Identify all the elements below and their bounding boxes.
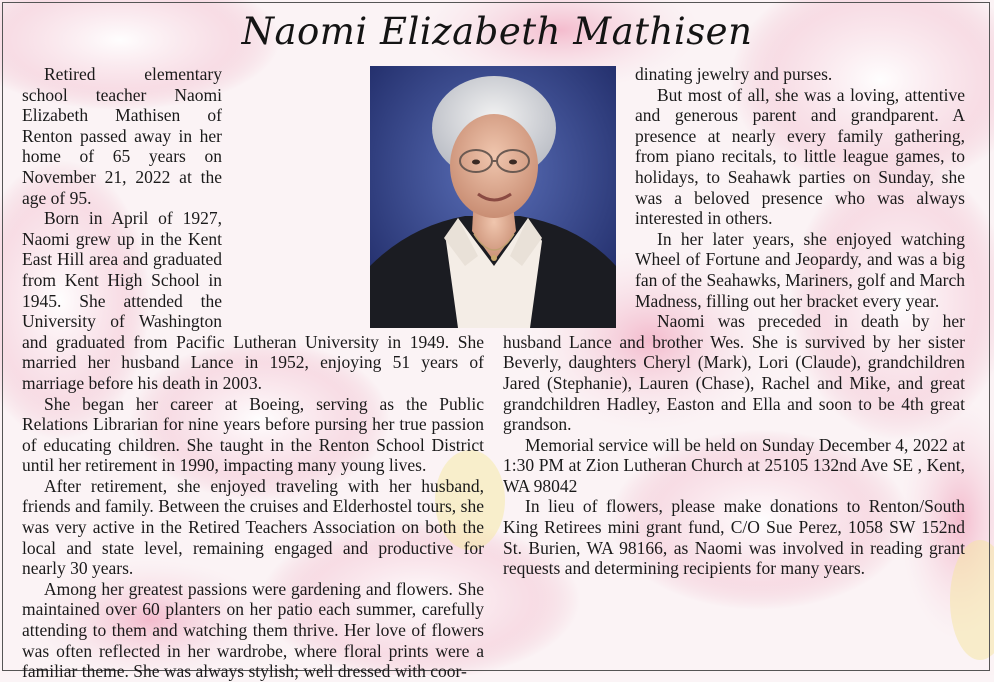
- obituary-paragraph: Retired elementary school teacher Naomi Elizabeth Mathisen of Renton passed away in her home of 65 years on November 21, 2022 at the age of 95.: [22, 64, 222, 208]
- obituary-paragraph: In lieu of flowers, please make donations to Renton/South King Retirees mini grant fund, C/O Sue Perez, 1058 SW 152nd St. Burien, WA 98166, as Naomi was involved in reading grant requests and determining recipients for many years.: [503, 496, 965, 579]
- obituary-paragraph: In her later years, she enjoyed watching Wheel of Fortune and Jeopardy, and was a big fan of the Seahawks, Mariners, golf and March Madness, filling out her bracket every year.: [635, 228, 965, 311]
- portrait-illustration: [370, 66, 616, 328]
- obituary-paragraph: She began her career at Boeing, serving as the Public Relations Librarian for nine years before pursing her true passion of educating children. She taught in the Renton School District until her retirement in 1990, impacting many young lives.: [22, 393, 484, 476]
- obituary-paragraph: Memorial service will be held on Sunday December 4, 2022 at 1:30 PM at Zion Lutheran Church at 25105 132nd Ave SE , Kent, WA 98042: [503, 434, 965, 496]
- continued-line: dinating jewelry and purses.: [635, 64, 833, 84]
- portrait-photo: [370, 66, 616, 328]
- obituary-paragraph: Born in April of 1927, Naomi grew up in the Kent East Hill area and graduated from Kent High School in 1945. She attended the University of Washington and graduated from Pacific Lutheran University in 1949. She married her husband Lance in 1952, enjoying 51 years of marriage before his death in 2003.: [22, 208, 484, 393]
- page-title: Naomi Elizabeth Mathisen: [241, 10, 753, 53]
- obituary-paragraph: But most of all, she was a loving, attentive and generous parent and grandparent. A presence at nearly every family gathering, from piano recitals, to little league games, to holidays, to Seahawk parties on Sunday, she was a beloved presence who was always interested in others.: [635, 84, 965, 229]
- obituary-paragraph: Among her greatest passions were gardening and flowers. She maintained over 60 planters on her patio each summer, carefully attending to them and watching them thrive. Her love of flowers was often reflected in her wardrobe, where floral prints were a familiar theme. She was always stylish; well dressed with coor-: [22, 578, 484, 682]
- obituary-paragraph: Naomi was preceded in death by her husband Lance and brother Wes. She is survived by her sister Beverly, daughters Cheryl (Mark), Lori (Claude), grandchildren Jared (Stephanie), Lauren (Chase), Rachel and Mike, and great grandchildren Hadley, Easton and Ella and soon to be 4th great grandson.: [503, 311, 965, 435]
- obituary-paragraph: After retirement, she enjoyed traveling with her husband, friends and family. Between the cruises and Elderhostel tours, she was very active in the Retired Teachers Association on both the local and state level, remaining engaged and productive for nearly 30 years.: [22, 475, 484, 579]
